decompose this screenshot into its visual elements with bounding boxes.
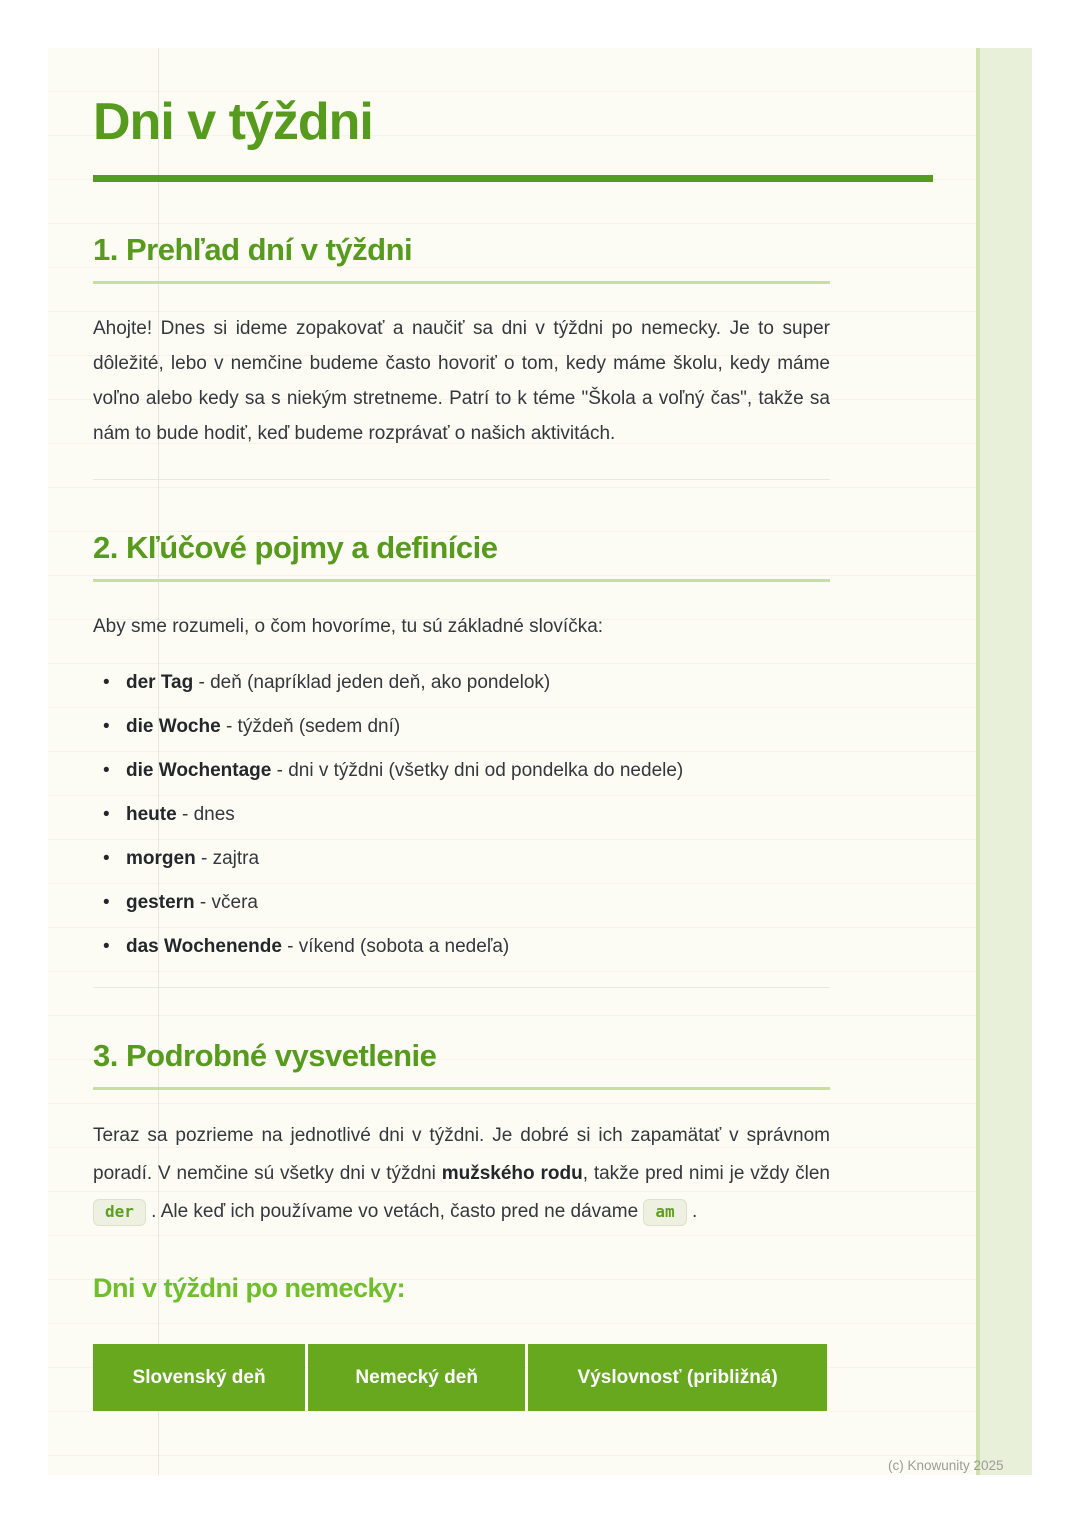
copyright-watermark: (c) Knowunity 2025 (888, 1458, 1004, 1473)
page-side-strip (976, 48, 1032, 1475)
bullet-icon: • (103, 672, 110, 693)
list-item (93, 670, 830, 695)
table-header-slovak-day: Slovenský deň (93, 1344, 305, 1411)
title-rule (93, 175, 933, 182)
term-definition: - zajtra (195, 848, 260, 869)
bullet-icon: • (103, 716, 110, 737)
document-content (93, 48, 830, 1411)
section-2-heading: 2. Kľúčové pojmy a definície (93, 530, 830, 582)
term-definition: - víkend (sobota a nedeľa) (281, 936, 510, 957)
list-item (93, 934, 830, 959)
term-definition: - dnes (176, 804, 235, 825)
bullet-icon: • (103, 936, 110, 957)
bullet-icon: • (103, 760, 110, 781)
term-text: die Woche (126, 716, 221, 737)
term-definition: - dni v týždni (všetky dni od pondelka do nedele) (271, 760, 684, 781)
section-divider (93, 479, 830, 480)
days-subheading: Dni v týždni po nemecky: (93, 1273, 406, 1303)
section-1-heading: 1. Prehľad dní v týždni (93, 232, 830, 284)
term-text: die Wochentage (126, 760, 272, 781)
table-header-german-day: Nemecký deň (308, 1344, 525, 1411)
section-3-paragraph (93, 1117, 830, 1231)
list-item (93, 890, 830, 915)
bold-phrase: mužského rodu (441, 1163, 583, 1184)
table-header-pronunciation: Výslovnosť (približná) (528, 1344, 827, 1411)
list-item (93, 802, 830, 827)
bullet-icon: • (103, 892, 110, 913)
document-page (48, 48, 1032, 1475)
bullet-icon: • (103, 848, 110, 869)
section-divider (93, 987, 830, 988)
paragraph-text: . Ale keď ich používame vo vetách, často pred ne dávame (145, 1201, 644, 1222)
section-3-heading: 3. Podrobné vysvetlenie (93, 1038, 830, 1090)
list-item (93, 846, 830, 871)
paragraph-text: . (686, 1201, 698, 1222)
code-chip-am: am (643, 1199, 686, 1226)
term-text: heute (126, 804, 177, 825)
term-text: der Tag (126, 672, 194, 693)
term-text: das Wochenende (126, 936, 282, 957)
page-title: Dni v týždni (93, 93, 373, 151)
paragraph-text: , takže pred nimi je vždy člen (582, 1163, 830, 1184)
days-table-header-row (93, 1344, 827, 1411)
term-definition: - týždeň (sedem dní) (220, 716, 401, 737)
list-item (93, 758, 830, 783)
term-text: morgen (126, 848, 196, 869)
term-list (93, 670, 830, 959)
section-2-intro: Aby sme rozumeli, o čom hovoríme, tu sú základné slovíčka: (93, 616, 604, 637)
list-item (93, 714, 830, 739)
paragraph-text: Teraz sa pozrieme na jednotlivé dni v týždni. Je dobré si ich zapamätať v správnom poradí. V nemčine sú všetky dni v týždni (93, 1125, 830, 1184)
term-text: gestern (126, 892, 195, 913)
term-definition: - deň (napríklad jeden deň, ako pondelok) (193, 672, 551, 693)
code-chip-der: der (93, 1199, 146, 1226)
term-definition: - včera (194, 892, 258, 913)
section-1-paragraph: Ahojte! Dnes si ideme zopakovať a naučiť sa dni v týždni po nemecky. Je to super dôležité, lebo v nemčine budeme často hovoriť o tom, kedy máme školu, kedy máme voľno alebo kedy sa s niekým stretneme. Patrí to k téme "Škola a voľný čas", takže sa nám to bude hodiť, keď budeme rozprávať o našich aktivitách. (93, 318, 830, 444)
bullet-icon: • (103, 804, 110, 825)
